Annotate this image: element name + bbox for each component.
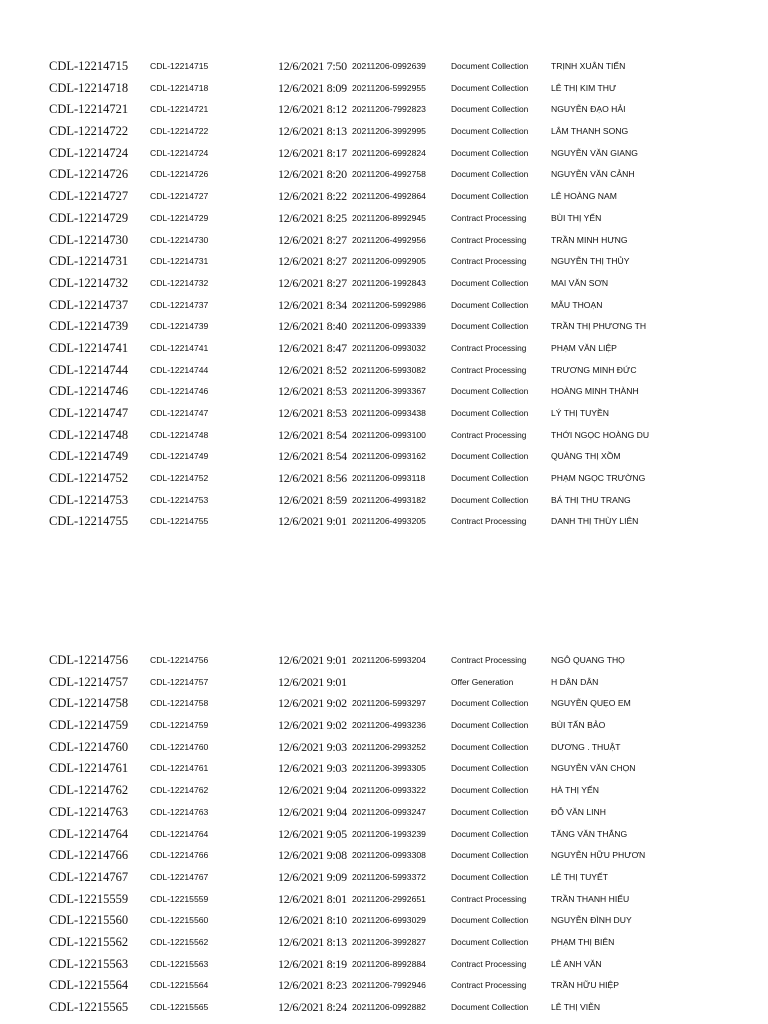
record-stage: Contract Processing	[451, 980, 527, 991]
record-customer-name: NGUYỄN HỮU PHƯƠN	[551, 850, 646, 861]
record-stage: Document Collection	[451, 386, 529, 397]
record-code: CDL-12215564	[150, 980, 209, 991]
record-reference: 20211206-0993032	[352, 342, 426, 353]
record-id: CDL-12215559	[49, 891, 129, 906]
record-customer-name: TRƯƠNG MINH ĐỨC	[551, 364, 637, 375]
record-reference: 20211206-5993297	[352, 698, 426, 709]
record-id: CDL-12214766	[49, 848, 129, 863]
record-reference: 20211206-0993118	[352, 473, 426, 484]
record-id: CDL-12214755	[49, 514, 129, 529]
record-reference: 20211206-8992884	[352, 958, 426, 969]
record-reference: 20211206-0993162	[352, 451, 426, 462]
table-row	[0, 511, 768, 533]
record-reference: 20211206-1992843	[352, 277, 426, 288]
record-reference: 20211206-4992864	[352, 191, 426, 202]
record-id: CDL-12214748	[49, 427, 129, 442]
record-stage: Contract Processing	[451, 364, 527, 375]
table-row	[0, 56, 768, 78]
record-block-2	[0, 650, 768, 1019]
record-datetime: 12/6/2021 9:01	[278, 674, 347, 689]
record-datetime: 12/6/2021 8:47	[278, 340, 347, 355]
record-code: CDL-12214759	[150, 720, 209, 731]
record-reference: 20211206-5992955	[352, 82, 426, 93]
record-datetime: 12/6/2021 8:27	[278, 275, 347, 290]
record-reference: 20211206-7992823	[352, 104, 426, 115]
record-customer-name: H DÂN DÂN	[551, 676, 599, 687]
record-datetime: 12/6/2021 8:27	[278, 232, 347, 247]
record-code: CDL-12215565	[150, 1002, 209, 1012]
record-customer-name: PHẠM THỊ BIÊN	[551, 936, 615, 947]
table-row	[0, 802, 768, 824]
record-id: CDL-12214764	[49, 826, 129, 841]
record-code: CDL-12214731	[150, 256, 209, 267]
record-datetime: 12/6/2021 9:03	[278, 739, 347, 754]
table-row	[0, 997, 768, 1019]
record-code: CDL-12214739	[150, 321, 209, 332]
record-stage: Contract Processing	[451, 516, 527, 527]
record-code: CDL-12214760	[150, 741, 209, 752]
record-stage: Document Collection	[451, 321, 529, 332]
record-id: CDL-12214767	[49, 869, 129, 884]
record-stage: Contract Processing	[451, 893, 527, 904]
record-id: CDL-12214741	[49, 340, 129, 355]
record-customer-name: NGUYỄN VĂN CHỌN	[551, 763, 636, 774]
record-code: CDL-12214741	[150, 342, 209, 353]
record-stage: Document Collection	[451, 828, 529, 839]
record-id: CDL-12214753	[49, 492, 129, 507]
record-customer-name: TRẦN MINH HƯNG	[551, 234, 628, 245]
record-reference: 20211206-0993100	[352, 429, 426, 440]
record-code: CDL-12214730	[150, 234, 209, 245]
record-datetime: 12/6/2021 9:08	[278, 848, 347, 863]
record-code: CDL-12214727	[150, 191, 209, 202]
record-id: CDL-12214729	[49, 210, 129, 225]
table-row	[0, 273, 768, 295]
table-row	[0, 186, 768, 208]
record-reference: 20211206-2992651	[352, 893, 426, 904]
record-customer-name: LÊ THỊ TUYẾT	[551, 871, 608, 882]
record-reference: 20211206-3992827	[352, 936, 426, 947]
record-stage: Document Collection	[451, 915, 529, 926]
record-reference: 20211206-6993029	[352, 915, 426, 926]
record-datetime: 12/6/2021 8:27	[278, 254, 347, 269]
record-customer-name: NGUYỄN VĂN GIANG	[551, 147, 638, 158]
record-code: CDL-12214757	[150, 676, 209, 687]
record-reference: 20211206-0992905	[352, 256, 426, 267]
table-row	[0, 208, 768, 230]
record-customer-name: TRẦN THỊ PHƯƠNG TH	[551, 321, 647, 332]
record-stage: Document Collection	[451, 806, 529, 817]
record-reference: 20211206-5993082	[352, 364, 426, 375]
record-datetime: 12/6/2021 8:56	[278, 471, 347, 486]
record-datetime: 12/6/2021 8:25	[278, 210, 347, 225]
record-customer-name: LÂM THANH SONG	[551, 126, 629, 137]
record-stage: Document Collection	[451, 871, 529, 882]
record-reference: 20211206-5993372	[352, 871, 426, 882]
record-datetime: 12/6/2021 8:17	[278, 145, 347, 160]
record-id: CDL-12214727	[49, 189, 129, 204]
table-row	[0, 425, 768, 447]
record-reference: 20211206-0992882	[352, 1002, 426, 1012]
record-reference: 20211206-6992824	[352, 147, 426, 158]
record-reference: 20211206-7992946	[352, 980, 426, 991]
record-id: CDL-12214759	[49, 718, 129, 733]
record-stage: Document Collection	[451, 936, 529, 947]
record-customer-name: PHẠM VĂN LIỆP	[551, 342, 617, 353]
record-datetime: 12/6/2021 8:09	[278, 80, 347, 95]
record-stage: Document Collection	[451, 494, 529, 505]
record-code: CDL-12214744	[150, 364, 209, 375]
record-customer-name: TĂNG VĂN THẮNG	[551, 828, 628, 839]
record-stage: Document Collection	[451, 451, 529, 462]
record-datetime: 12/6/2021 8:01	[278, 891, 347, 906]
table-row	[0, 121, 768, 143]
record-datetime: 12/6/2021 8:19	[278, 956, 347, 971]
record-stage: Document Collection	[451, 763, 529, 774]
record-datetime: 12/6/2021 8:52	[278, 362, 347, 377]
record-customer-name: THỚI NGỌC HOÀNG DU	[551, 429, 650, 440]
table-row	[0, 338, 768, 360]
record-customer-name: BÙI TẤN BẢO	[551, 720, 606, 731]
record-reference: 20211206-0993308	[352, 850, 426, 861]
table-row	[0, 403, 768, 425]
table-row	[0, 446, 768, 468]
table-row	[0, 360, 768, 382]
record-stage: Document Collection	[451, 104, 529, 115]
record-datetime: 12/6/2021 8:54	[278, 427, 347, 442]
record-code: CDL-12214748	[150, 429, 209, 440]
record-id: CDL-12214756	[49, 653, 129, 667]
record-stage: Document Collection	[451, 741, 529, 752]
record-code: CDL-12214756	[150, 655, 209, 665]
record-stage: Document Collection	[451, 720, 529, 731]
record-datetime: 12/6/2021 9:05	[278, 826, 347, 841]
table-row	[0, 975, 768, 997]
record-code: CDL-12214729	[150, 212, 209, 223]
table-row	[0, 954, 768, 976]
record-code: CDL-12214763	[150, 806, 209, 817]
record-reference: 20211206-4993236	[352, 720, 426, 731]
table-row	[0, 780, 768, 802]
record-stage: Document Collection	[451, 698, 529, 709]
record-reference: 20211206-2993252	[352, 741, 426, 752]
record-stage: Document Collection	[451, 82, 529, 93]
record-customer-name: NGÔ QUANG THỌ	[551, 655, 625, 665]
record-stage: Offer Generation	[451, 676, 514, 687]
record-code: CDL-12214762	[150, 785, 209, 796]
table-row	[0, 295, 768, 317]
record-customer-name: TRẦN THANH HIẾU	[551, 893, 630, 904]
record-code: CDL-12214726	[150, 169, 209, 180]
record-stage: Document Collection	[451, 785, 529, 796]
record-datetime: 12/6/2021 8:20	[278, 167, 347, 182]
table-row	[0, 490, 768, 512]
record-reference: 20211206-5993204	[352, 655, 426, 665]
record-code: CDL-12214753	[150, 494, 209, 505]
record-reference: 20211206-3993305	[352, 763, 426, 774]
record-datetime: 12/6/2021 8:53	[278, 406, 347, 420]
table-row	[0, 758, 768, 780]
record-code: CDL-12215562	[150, 936, 209, 947]
record-customer-name: NGUYỄN QUẸO EM	[551, 698, 631, 709]
record-id: CDL-12214715	[49, 59, 129, 73]
record-stage: Contract Processing	[451, 429, 527, 440]
record-id: CDL-12214731	[49, 254, 129, 269]
record-code: CDL-12214721	[150, 104, 209, 115]
record-id: CDL-12215562	[49, 934, 129, 949]
record-customer-name: HÀ THỊ YẾN	[551, 785, 599, 796]
record-customer-name: ĐỖ VĂN LINH	[551, 806, 606, 817]
record-code: CDL-12214755	[150, 516, 209, 527]
record-datetime: 12/6/2021 8:22	[278, 189, 347, 204]
table-row	[0, 99, 768, 121]
record-customer-name: MAI VĂN SƠN	[551, 277, 609, 288]
record-datetime: 12/6/2021 8:13	[278, 934, 347, 949]
record-id: CDL-12215564	[49, 978, 129, 993]
record-stage: Document Collection	[451, 61, 529, 71]
record-customer-name: LÝ THỊ TUYỀN	[551, 408, 609, 418]
record-reference: 20211206-8992945	[352, 212, 426, 223]
record-id: CDL-12214747	[49, 406, 129, 420]
record-id: CDL-12214762	[49, 783, 129, 798]
record-id: CDL-12214737	[49, 297, 129, 312]
record-customer-name: BÁ THỊ THU TRANG	[551, 494, 631, 505]
record-datetime: 12/6/2021 9:09	[278, 869, 347, 884]
table-row	[0, 715, 768, 737]
table-row	[0, 650, 768, 672]
record-stage: Contract Processing	[451, 655, 527, 665]
record-stage: Document Collection	[451, 850, 529, 861]
record-datetime: 12/6/2021 8:12	[278, 102, 347, 117]
record-customer-name: TRỊNH XUÂN TIẾN	[551, 61, 626, 71]
record-datetime: 12/6/2021 9:01	[278, 653, 347, 667]
record-stage: Document Collection	[451, 408, 529, 418]
record-code: CDL-12214752	[150, 473, 209, 484]
record-id: CDL-12215560	[49, 913, 129, 928]
record-id: CDL-12214718	[49, 80, 129, 95]
record-id: CDL-12215565	[49, 1000, 129, 1014]
table-row	[0, 381, 768, 403]
table-row	[0, 251, 768, 273]
table-row	[0, 672, 768, 694]
table-row	[0, 845, 768, 867]
record-code: CDL-12214718	[150, 82, 209, 93]
record-stage: Contract Processing	[451, 958, 527, 969]
record-id: CDL-12214722	[49, 124, 129, 139]
table-row	[0, 468, 768, 490]
table-row	[0, 910, 768, 932]
record-stage: Document Collection	[451, 169, 529, 180]
record-customer-name: NGUYỄN ĐẠO HẢI	[551, 104, 626, 115]
record-id: CDL-12214739	[49, 319, 129, 334]
record-stage: Contract Processing	[451, 212, 527, 223]
record-datetime: 12/6/2021 8:59	[278, 492, 347, 507]
record-customer-name: DANH THỊ THÙY LIÊN	[551, 516, 639, 527]
record-code: CDL-12214758	[150, 698, 209, 709]
record-id: CDL-12214730	[49, 232, 129, 247]
record-block-1	[0, 56, 768, 533]
record-customer-name: LÊ THỊ KIM THƯ	[551, 82, 617, 93]
record-customer-name: LÊ THỊ VIỄN	[551, 1002, 601, 1012]
record-id: CDL-12214752	[49, 471, 129, 486]
record-id: CDL-12214757	[49, 674, 129, 689]
record-datetime: 12/6/2021 8:53	[278, 384, 347, 399]
record-datetime: 12/6/2021 9:04	[278, 804, 347, 819]
table-row	[0, 737, 768, 759]
table-row	[0, 78, 768, 100]
record-datetime: 12/6/2021 8:23	[278, 978, 347, 993]
record-reference: 20211206-0992639	[352, 61, 426, 71]
table-row	[0, 824, 768, 846]
record-code: CDL-12214737	[150, 299, 209, 310]
record-id: CDL-12214746	[49, 384, 129, 399]
record-stage: Document Collection	[451, 191, 529, 202]
record-reference: 20211206-3992995	[352, 126, 426, 137]
table-row	[0, 143, 768, 165]
record-code: CDL-12214764	[150, 828, 209, 839]
record-reference: 20211206-3993367	[352, 386, 426, 397]
record-datetime: 12/6/2021 8:40	[278, 319, 347, 334]
record-code: CDL-12214761	[150, 763, 209, 774]
record-code: CDL-12214715	[150, 61, 209, 71]
record-id: CDL-12214721	[49, 102, 129, 117]
record-customer-name: MẪU THOẠN	[551, 299, 603, 310]
record-datetime: 12/6/2021 9:02	[278, 696, 347, 711]
record-id: CDL-12214732	[49, 275, 129, 290]
record-reference: 20211206-5992986	[352, 299, 426, 310]
record-code: CDL-12214746	[150, 386, 209, 397]
record-datetime: 12/6/2021 7:50	[278, 59, 347, 73]
table-row	[0, 164, 768, 186]
record-datetime: 12/6/2021 9:04	[278, 783, 347, 798]
record-customer-name: NGUYỄN ĐÌNH DUY	[551, 915, 632, 926]
table-row	[0, 693, 768, 715]
table-row	[0, 230, 768, 252]
record-customer-name: HOÀNG MINH THÀNH	[551, 386, 639, 397]
record-customer-name: LÊ HOÀNG NAM	[551, 191, 617, 202]
record-datetime: 12/6/2021 8:54	[278, 449, 347, 464]
record-reference: 20211206-0993438	[352, 408, 426, 418]
record-code: CDL-12215559	[150, 893, 209, 904]
record-customer-name: QUÀNG THỊ XỒM	[551, 451, 621, 462]
record-stage: Document Collection	[451, 473, 529, 484]
record-stage: Document Collection	[451, 126, 529, 137]
record-reference: 20211206-1993239	[352, 828, 426, 839]
record-id: CDL-12215563	[49, 956, 129, 971]
record-reference: 20211206-0993247	[352, 806, 426, 817]
record-datetime: 12/6/2021 9:01	[278, 514, 347, 529]
record-id: CDL-12214744	[49, 362, 129, 377]
record-datetime: 12/6/2021 8:13	[278, 124, 347, 139]
record-id: CDL-12214749	[49, 449, 129, 464]
record-stage: Document Collection	[451, 1002, 529, 1012]
record-customer-name: PHẠM NGỌC TRƯỜNG	[551, 473, 646, 484]
table-row	[0, 889, 768, 911]
record-customer-name: TRẦN HỮU HIỆP	[551, 980, 619, 991]
record-code: CDL-12214767	[150, 871, 209, 882]
record-datetime: 12/6/2021 8:34	[278, 297, 347, 312]
record-id: CDL-12214724	[49, 145, 129, 160]
record-code: CDL-12214747	[150, 408, 209, 418]
table-row	[0, 867, 768, 889]
record-reference: 20211206-4993205	[352, 516, 426, 527]
record-datetime: 12/6/2021 9:02	[278, 718, 347, 733]
record-customer-name: DƯƠNG . THUẬT	[551, 741, 621, 752]
record-datetime: 12/6/2021 8:10	[278, 913, 347, 928]
record-customer-name: NGUYỄN VĂN CẢNH	[551, 169, 635, 180]
record-datetime: 12/6/2021 9:03	[278, 761, 347, 776]
table-row	[0, 932, 768, 954]
record-id: CDL-12214763	[49, 804, 129, 819]
record-reference: 20211206-4992758	[352, 169, 426, 180]
record-code: CDL-12214749	[150, 451, 209, 462]
record-code: CDL-12214722	[150, 126, 209, 137]
record-id: CDL-12214760	[49, 739, 129, 754]
record-reference: 20211206-0993322	[352, 785, 426, 796]
record-customer-name: LÊ ANH VĂN	[551, 958, 602, 969]
table-row	[0, 316, 768, 338]
record-id: CDL-12214761	[49, 761, 129, 776]
record-reference: 20211206-0993339	[352, 321, 426, 332]
record-stage: Document Collection	[451, 147, 529, 158]
record-id: CDL-12214758	[49, 696, 129, 711]
record-customer-name: BÙI THỊ YẾN	[551, 212, 602, 223]
record-stage: Contract Processing	[451, 256, 527, 267]
record-reference: 20211206-4993182	[352, 494, 426, 505]
record-code: CDL-12215560	[150, 915, 209, 926]
record-stage: Document Collection	[451, 299, 529, 310]
record-stage: Contract Processing	[451, 234, 527, 245]
record-code: CDL-12214724	[150, 147, 209, 158]
record-reference: 20211206-4992956	[352, 234, 426, 245]
record-stage: Document Collection	[451, 277, 529, 288]
record-code: CDL-12214732	[150, 277, 209, 288]
record-code: CDL-12215563	[150, 958, 209, 969]
record-id: CDL-12214726	[49, 167, 129, 182]
record-datetime: 12/6/2021 8:24	[278, 1000, 347, 1014]
record-stage: Contract Processing	[451, 342, 527, 353]
record-customer-name: NGUYỄN THỊ THỦY	[551, 256, 630, 267]
record-code: CDL-12214766	[150, 850, 209, 861]
